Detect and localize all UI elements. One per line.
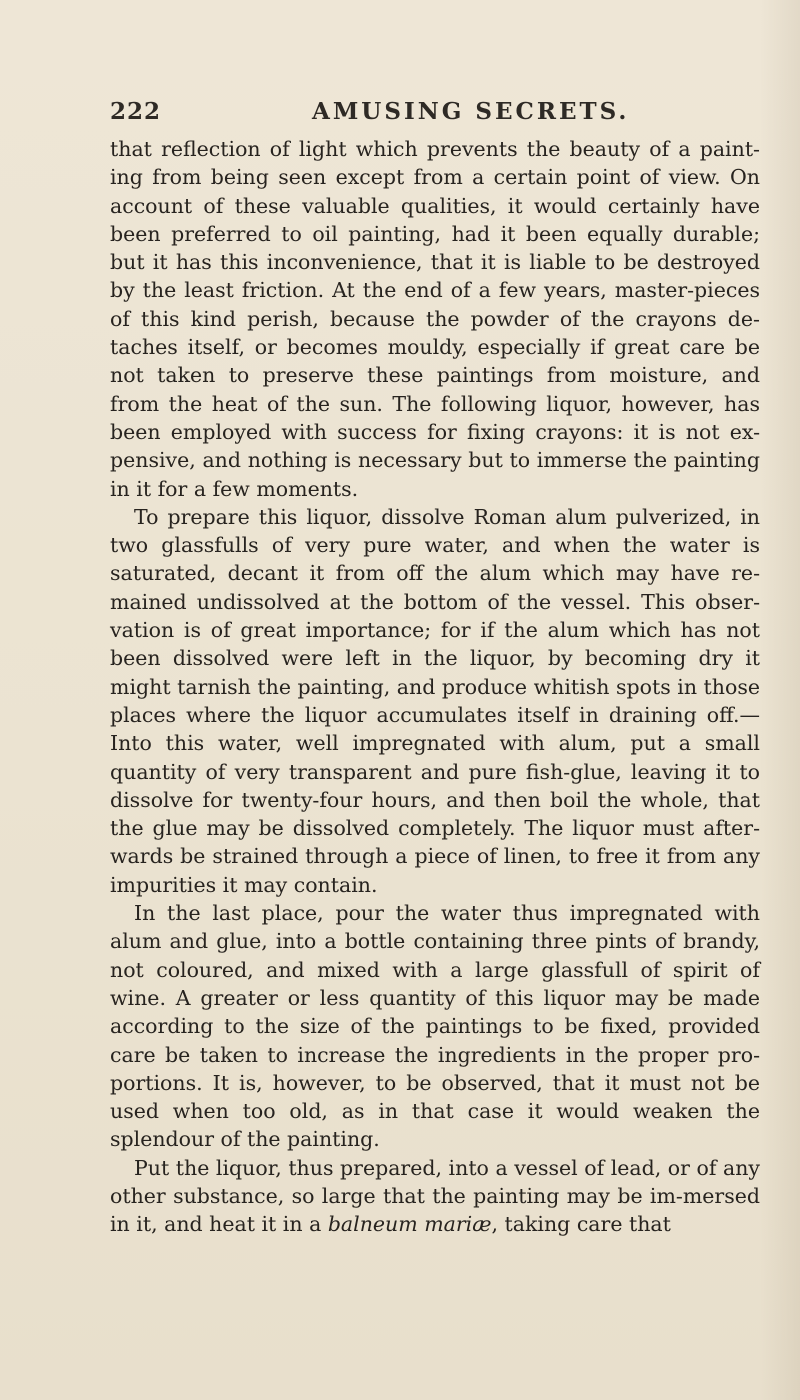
running-head <box>0 98 800 138</box>
page-edge-shadow <box>760 0 800 1400</box>
page-number: 222 <box>110 98 162 125</box>
paragraph-4 <box>110 1154 760 1239</box>
running-title: AMUSING SECRETS. <box>312 98 630 125</box>
latin-term: balneum mariæ <box>327 1212 492 1237</box>
body-text <box>110 135 760 1239</box>
paragraph-3: In the last place, pour the water thus impregnated with alum and glue, into a bottle containing three pints of brandy, not coloured, and mixed with a large glassfull of spirit of wine. A greater or less quantity of this liquor may be made according to the size of the paintings to be fixed, provided care be taken to increase the ingredients in the proper pro-portions. It is, however, to be observed, that it must not be used when too old, as in that case it would weaken the splendour of the painting. <box>110 901 760 1152</box>
paragraph-1: that reflection of light which prevents the beauty of a paint-ing from being seen except from a certain point of view. On account of these valuable qualities, it would certainly have been preferred to oil painting, had it been equally durable; but it has this inconvenience, that it is liable to be destroyed by the least friction. At the end of a few years, master-pieces of this kind perish, because the powder of the crayons de-taches itself, or becomes mouldy, especially if great care be not taken to preserve these paintings from moisture, and from the heat of the sun. The following liquor, however, has been employed with success for fixing crayons: it is not ex-pensive, and nothing is necessary but to immerse the painting in it for a few moments. <box>110 137 760 501</box>
paragraph-2: To prepare this liquor, dissolve Roman alum pulverized, in two glassfulls of very pure water, and when the water is saturated, decant it from off the alum which may have re-mained undissolved at the bottom of the vessel. This obser-vation is of great importance; for if the alum which has not been dissolved were left in the liquor, by becoming dry it might tarnish the painting, and produce whitish spots in those places where the liquor accumulates itself in draining off.— Into this water, well impregnated with alum, put a small quantity of very transparent and pure fish-glue, leaving it to dissolve for twenty-four hours, and then boil the whole, that the glue may be dissolved completely. The liquor must after-wards be strained through a piece of linen, to free it from any impurities it may contain. <box>110 504 760 897</box>
paragraph-4-text-end: , taking care that <box>491 1212 671 1237</box>
paragraph-4-text-start: Put the liquor, thus prepared, into a vessel of lead, or of any other substance, so large that the painting may be im-mersed in it, and heat it in a <box>110 1155 760 1237</box>
